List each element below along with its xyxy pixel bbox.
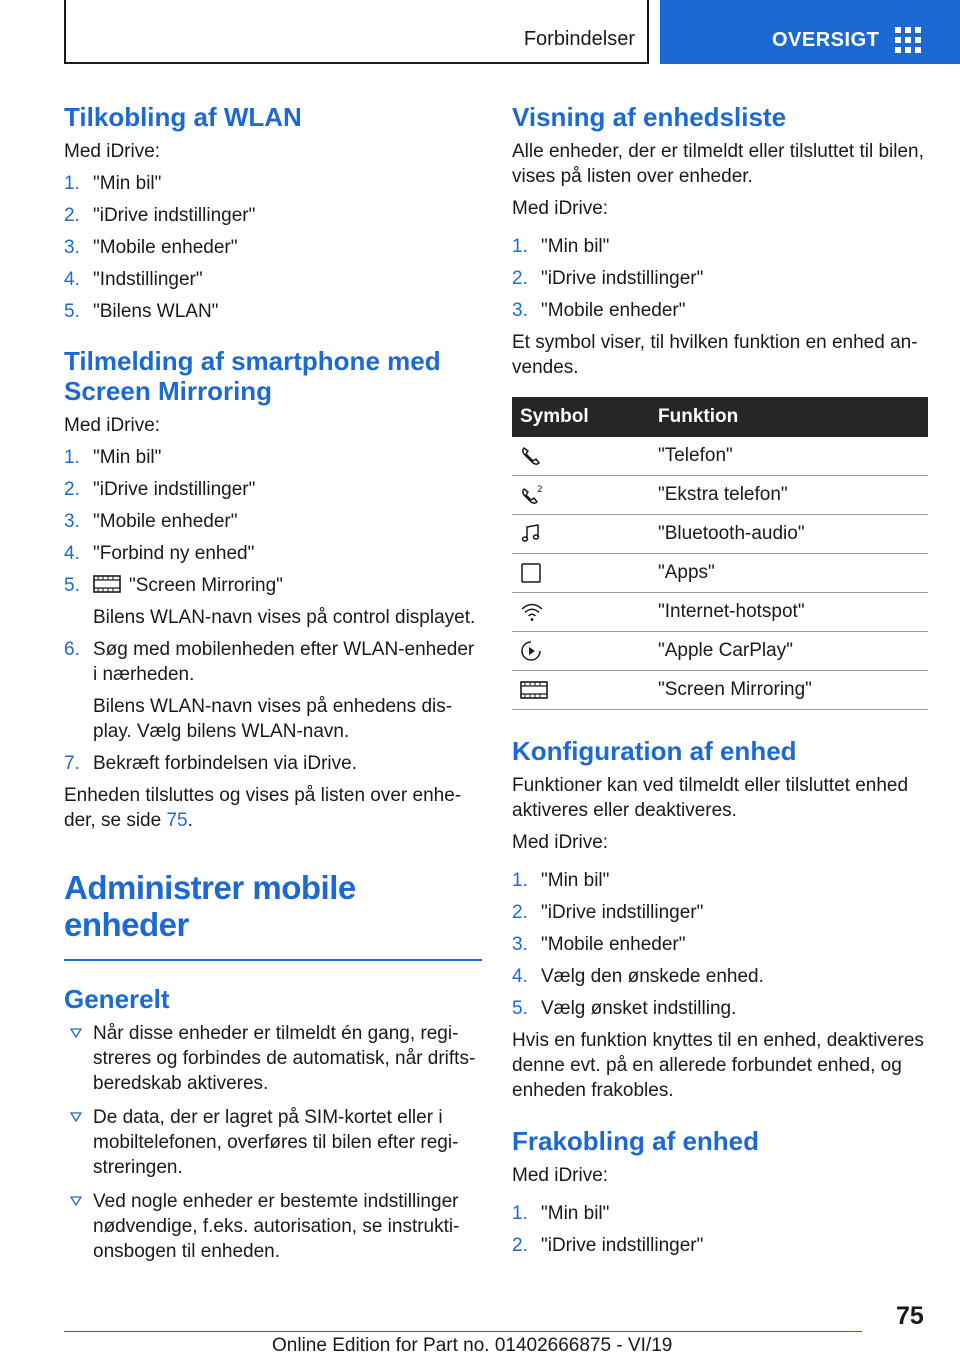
list-item: 2. "iDrive indstillinger" xyxy=(512,1235,704,1256)
table-row xyxy=(512,593,928,632)
table-row xyxy=(512,671,928,710)
list-item: 4. "Indstillinger" xyxy=(64,269,203,290)
list-item: Ved nogle enheder er bestemte indstillinger nødvendige, f.eks. autorisation, se instruktionsbogen til enheden. xyxy=(64,1189,482,1264)
list-item: 1. "Min bil" xyxy=(64,447,162,468)
config-intro: Med iDrive: xyxy=(512,832,609,853)
table-row xyxy=(512,476,928,515)
screen-mirroring-icon xyxy=(93,575,121,593)
list-item: 1. "Min bil" xyxy=(512,236,610,257)
list-item: 2. "iDrive indstillinger" xyxy=(512,902,704,923)
function-label: "Internet-hotspot" xyxy=(650,593,928,632)
table-row xyxy=(512,437,928,476)
devicelist-intro: Med iDrive: xyxy=(512,198,609,219)
column-header-function: Funktion xyxy=(650,397,928,437)
general-bullets xyxy=(64,1021,482,1264)
table-row xyxy=(512,632,928,671)
list-item: 4. "Forbind ny enhed" xyxy=(64,543,255,564)
config-desc: Funktioner kan ved tilmeldt eller tilsluttet enhed aktiveres eller deaktiveres. xyxy=(512,775,909,821)
header-section-title: Forbindelser xyxy=(523,28,635,50)
triangle-bullet-icon xyxy=(70,1196,82,1206)
mirroring-steps xyxy=(64,445,482,776)
mirroring-outro: Enheden tilsluttes og vises på listen over enheder, se side 75. xyxy=(64,785,462,831)
list-item: 5. "Screen Mirroring" Bilens WLAN-navn vises på control displayet. xyxy=(64,573,482,630)
overview-label: OVERSIGT xyxy=(772,29,880,51)
wlan-steps xyxy=(64,171,482,324)
list-item: 6. Søg med mobilenheden efter WLAN-enheder i nærheden. Bilens WLAN-navn vises på enhedens display. Vælg bilens WLAN-navn. xyxy=(64,637,482,744)
list-item: 5. "Bilens WLAN" xyxy=(64,301,219,322)
disconnect-heading: Frakobling af enhed xyxy=(512,1126,760,1156)
function-label: "Screen Mirroring" xyxy=(650,671,928,710)
general-heading: Generelt xyxy=(64,984,170,1014)
triangle-bullet-icon xyxy=(70,1028,82,1038)
column-header-symbol: Symbol xyxy=(512,397,650,437)
function-label: "Apps" xyxy=(650,554,928,593)
step-note: Bilens WLAN-navn vises på enhedens display. Vælg bilens WLAN-navn. xyxy=(93,696,453,742)
disconnect-steps xyxy=(512,1201,930,1258)
list-item: 3. "Mobile enheder" xyxy=(512,934,686,955)
overview-button[interactable] xyxy=(660,0,960,64)
list-item: 1. "Min bil" xyxy=(512,1203,610,1224)
mirroring-intro: Med iDrive: xyxy=(64,415,161,436)
list-item: 2. "iDrive indstillinger" xyxy=(64,205,256,226)
function-label: "Bluetooth-audio" xyxy=(650,515,928,554)
list-item: 4. Vælg den ønskede enhed. xyxy=(512,966,764,987)
footer-divider xyxy=(64,1331,862,1332)
extra-phone-icon xyxy=(520,484,544,506)
list-item: 3. "Mobile enheder" xyxy=(64,237,238,258)
page-link[interactable]: 75 xyxy=(166,810,188,831)
header-section-box xyxy=(64,0,649,64)
wifi-icon xyxy=(520,601,544,623)
list-item: 3. "Mobile enheder" xyxy=(64,511,238,532)
disconnect-intro: Med iDrive: xyxy=(512,1165,609,1186)
symbol-table xyxy=(512,397,928,710)
left-column xyxy=(64,100,482,1264)
config-heading: Konfiguration af enhed xyxy=(512,736,797,766)
config-outro: Hvis en funktion knyttes til en enhed, deaktiveres denne evt. på en allerede forbundet enhed, og enheden frakobles. xyxy=(512,1030,924,1101)
music-note-icon xyxy=(520,523,542,545)
mirroring-heading: Tilmelding af smartphone med Screen Mirroring xyxy=(64,346,441,406)
footer-edition: Online Edition for Part no. 01402666875 - VI/19 xyxy=(272,1335,673,1356)
list-item: 2. "iDrive indstillinger" xyxy=(512,268,704,289)
right-column xyxy=(512,100,930,1258)
list-item: Når disse enheder er tilmeldt én gang, registreres og forbindes de automatisk, når driftsberedskab aktiveres. xyxy=(64,1021,482,1096)
devicelist-outro: Et symbol viser, til hvilken funktion en enhed anvendes. xyxy=(512,332,918,378)
list-item: 1. "Min bil" xyxy=(512,870,610,891)
carplay-icon xyxy=(520,640,542,662)
admin-heading: Administrer mobile enheder xyxy=(64,869,356,943)
list-item: 3. "Mobile enheder" xyxy=(512,300,686,321)
list-item: 7. Bekræft forbindelsen via iDrive. xyxy=(64,753,357,774)
config-steps xyxy=(512,868,930,1021)
list-item: 5. Vælg ønsket indstilling. xyxy=(512,998,737,1019)
step-note: Bilens WLAN-navn vises på control displayet. xyxy=(93,607,476,628)
list-item: De data, der er lagret på SIM-kortet eller i mobiltelefonen, overføres til bilen efter registreringen. xyxy=(64,1105,482,1180)
list-item: 2. "iDrive indstillinger" xyxy=(64,479,256,500)
section-divider xyxy=(64,959,482,961)
table-row xyxy=(512,515,928,554)
function-label: "Ekstra telefon" xyxy=(650,476,928,515)
triangle-bullet-icon xyxy=(70,1112,82,1122)
screen-mirroring-icon xyxy=(520,681,548,699)
wlan-heading: Tilkobling af WLAN xyxy=(64,102,302,132)
function-label: "Telefon" xyxy=(650,437,928,476)
devicelist-heading: Visning af enhedsliste xyxy=(512,102,787,132)
function-label: "Apple CarPlay" xyxy=(650,632,928,671)
grid-icon xyxy=(895,27,921,53)
list-item: 1. "Min bil" xyxy=(64,173,162,194)
page-number: 75 xyxy=(896,1302,924,1330)
phone-icon xyxy=(520,445,542,467)
table-header-row xyxy=(512,397,928,437)
devicelist-desc: Alle enheder, der er tilmeldt eller tilsluttet til bilen, vises på listen over enheder. xyxy=(512,141,924,187)
svg-text:2: 2 xyxy=(537,485,543,495)
wlan-intro: Med iDrive: xyxy=(64,141,161,162)
table-row xyxy=(512,554,928,593)
apps-square-icon xyxy=(520,562,542,584)
devicelist-steps xyxy=(512,234,930,323)
